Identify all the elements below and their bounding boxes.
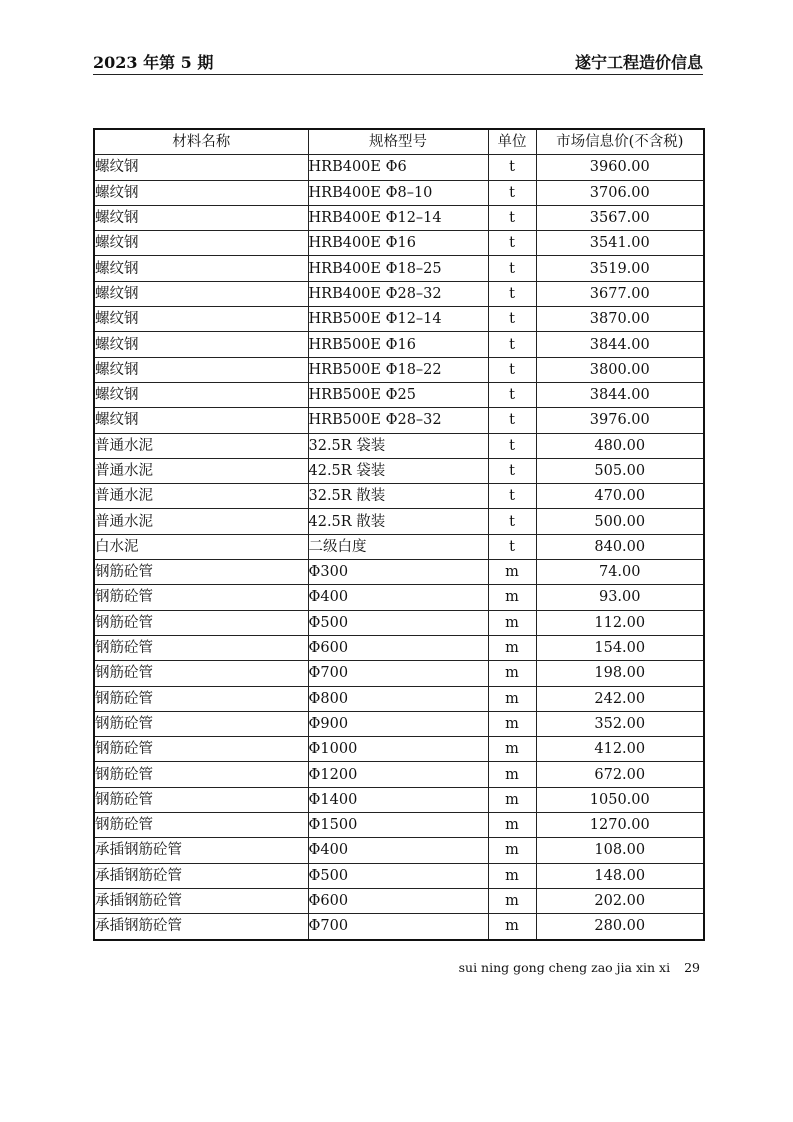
cell-spec: Φ900 (308, 711, 488, 736)
cell-unit: t (488, 484, 536, 509)
table-row (94, 762, 704, 787)
page-header (93, 50, 703, 75)
cell-spec: HRB400E Φ8–10 (308, 180, 488, 205)
cell-spec: 42.5R 袋装 (308, 458, 488, 483)
table-row (94, 458, 704, 483)
table-row (94, 256, 704, 281)
cell-price: 3844.00 (536, 332, 704, 357)
table-body (94, 155, 704, 940)
cell-material: 钢筋砼管 (94, 585, 308, 610)
table-row (94, 484, 704, 509)
cell-unit: t (488, 155, 536, 180)
table-header-row (94, 129, 704, 155)
cell-material: 钢筋砼管 (94, 635, 308, 660)
cell-material: 普通水泥 (94, 433, 308, 458)
table-row (94, 888, 704, 913)
cell-unit: t (488, 382, 536, 407)
cell-price: 352.00 (536, 711, 704, 736)
table-row (94, 231, 704, 256)
cell-unit: m (488, 762, 536, 787)
cell-spec: Φ400 (308, 585, 488, 610)
cell-unit: m (488, 787, 536, 812)
cell-price: 3706.00 (536, 180, 704, 205)
table-row (94, 155, 704, 180)
cell-price: 3519.00 (536, 256, 704, 281)
table-row (94, 509, 704, 534)
cell-unit: t (488, 180, 536, 205)
cell-material: 钢筋砼管 (94, 813, 308, 838)
cell-unit: t (488, 534, 536, 559)
table-row (94, 787, 704, 812)
cell-unit: m (488, 560, 536, 585)
page-footer (459, 960, 700, 975)
cell-material: 钢筋砼管 (94, 661, 308, 686)
issue-label: 2023 年第 5 期 (93, 53, 214, 72)
cell-material: 螺纹钢 (94, 357, 308, 382)
cell-material: 钢筋砼管 (94, 686, 308, 711)
cell-unit: t (488, 307, 536, 332)
cell-material: 螺纹钢 (94, 256, 308, 281)
table-row (94, 635, 704, 660)
cell-material: 承插钢筋砼管 (94, 863, 308, 888)
cell-unit: m (488, 914, 536, 940)
table-row (94, 813, 704, 838)
table-row (94, 711, 704, 736)
cell-price: 672.00 (536, 762, 704, 787)
cell-spec: HRB400E Φ28–32 (308, 281, 488, 306)
cell-spec: Φ1200 (308, 762, 488, 787)
cell-unit: t (488, 357, 536, 382)
cell-unit: m (488, 838, 536, 863)
cell-price: 3976.00 (536, 408, 704, 433)
table-row (94, 560, 704, 585)
col-header-material: 材料名称 (94, 129, 308, 155)
table-row (94, 585, 704, 610)
cell-unit: m (488, 888, 536, 913)
cell-material: 螺纹钢 (94, 382, 308, 407)
table-row (94, 433, 704, 458)
table-row (94, 307, 704, 332)
table-row (94, 357, 704, 382)
cell-price: 1270.00 (536, 813, 704, 838)
cell-price: 480.00 (536, 433, 704, 458)
cell-price: 202.00 (536, 888, 704, 913)
table-row (94, 332, 704, 357)
table-row (94, 281, 704, 306)
page-number: 29 (684, 960, 700, 975)
cell-price: 3677.00 (536, 281, 704, 306)
cell-material: 螺纹钢 (94, 180, 308, 205)
cell-material: 螺纹钢 (94, 332, 308, 357)
table-row (94, 408, 704, 433)
cell-price: 112.00 (536, 610, 704, 635)
cell-spec: HRB400E Φ16 (308, 231, 488, 256)
cell-spec: Φ800 (308, 686, 488, 711)
cell-unit: m (488, 711, 536, 736)
cell-material: 普通水泥 (94, 509, 308, 534)
cell-spec: Φ600 (308, 635, 488, 660)
cell-material: 螺纹钢 (94, 408, 308, 433)
cell-spec: HRB500E Φ18–22 (308, 357, 488, 382)
cell-material: 承插钢筋砼管 (94, 838, 308, 863)
cell-price: 242.00 (536, 686, 704, 711)
cell-price: 3844.00 (536, 382, 704, 407)
footer-running-text: sui ning gong cheng zao jia xin xi (458, 960, 671, 975)
cell-spec: HRB400E Φ12–14 (308, 205, 488, 230)
cell-spec: Φ600 (308, 888, 488, 913)
cell-price: 148.00 (536, 863, 704, 888)
cell-material: 钢筋砼管 (94, 762, 308, 787)
cell-material: 螺纹钢 (94, 307, 308, 332)
cell-material: 螺纹钢 (94, 231, 308, 256)
cell-spec: Φ1400 (308, 787, 488, 812)
cell-spec: Φ500 (308, 863, 488, 888)
cell-unit: m (488, 585, 536, 610)
table-row (94, 610, 704, 635)
cell-material: 承插钢筋砼管 (94, 888, 308, 913)
cell-spec: Φ1500 (308, 813, 488, 838)
cell-price: 500.00 (536, 509, 704, 534)
cell-price: 74.00 (536, 560, 704, 585)
cell-unit: t (488, 256, 536, 281)
table-row (94, 205, 704, 230)
cell-spec: HRB400E Φ18–25 (308, 256, 488, 281)
cell-price: 93.00 (536, 585, 704, 610)
cell-unit: m (488, 863, 536, 888)
cell-unit: t (488, 332, 536, 357)
cell-spec: 32.5R 散装 (308, 484, 488, 509)
cell-material: 螺纹钢 (94, 205, 308, 230)
table-row (94, 686, 704, 711)
cell-price: 1050.00 (536, 787, 704, 812)
cell-price: 412.00 (536, 737, 704, 762)
cell-spec: Φ1000 (308, 737, 488, 762)
cell-material: 普通水泥 (94, 484, 308, 509)
table-row (94, 661, 704, 686)
col-header-price: 市场信息价(不含税) (536, 129, 704, 155)
col-header-spec: 规格型号 (308, 129, 488, 155)
cell-unit: t (488, 509, 536, 534)
cell-unit: m (488, 737, 536, 762)
cell-material: 螺纹钢 (94, 155, 308, 180)
cell-unit: t (488, 281, 536, 306)
cell-price: 3541.00 (536, 231, 704, 256)
cell-material: 普通水泥 (94, 458, 308, 483)
cell-material: 钢筋砼管 (94, 787, 308, 812)
cell-unit: t (488, 433, 536, 458)
cell-spec: HRB500E Φ16 (308, 332, 488, 357)
cell-unit: t (488, 205, 536, 230)
table-row (94, 838, 704, 863)
cell-material: 钢筋砼管 (94, 737, 308, 762)
cell-spec: 32.5R 袋装 (308, 433, 488, 458)
cell-spec: Φ700 (308, 914, 488, 940)
cell-price: 840.00 (536, 534, 704, 559)
cell-unit: t (488, 408, 536, 433)
cell-material: 钢筋砼管 (94, 711, 308, 736)
publication-title: 遂宁工程造价信息 (574, 53, 703, 72)
cell-unit: m (488, 635, 536, 660)
cell-price: 108.00 (536, 838, 704, 863)
cell-spec: HRB400E Φ6 (308, 155, 488, 180)
cell-spec: Φ300 (308, 560, 488, 585)
cell-spec: HRB500E Φ25 (308, 382, 488, 407)
cell-spec: Φ700 (308, 661, 488, 686)
cell-price: 198.00 (536, 661, 704, 686)
cell-spec: 42.5R 散装 (308, 509, 488, 534)
cell-price: 3960.00 (536, 155, 704, 180)
cell-price: 3870.00 (536, 307, 704, 332)
cell-price: 470.00 (536, 484, 704, 509)
col-header-unit: 单位 (488, 129, 536, 155)
price-table (93, 128, 705, 941)
cell-unit: m (488, 661, 536, 686)
cell-spec: Φ500 (308, 610, 488, 635)
cell-price: 3800.00 (536, 357, 704, 382)
table-row (94, 382, 704, 407)
cell-material: 承插钢筋砼管 (94, 914, 308, 940)
cell-price: 3567.00 (536, 205, 704, 230)
cell-spec: HRB500E Φ12–14 (308, 307, 488, 332)
cell-material: 钢筋砼管 (94, 610, 308, 635)
cell-material: 螺纹钢 (94, 281, 308, 306)
cell-spec: 二级白度 (308, 534, 488, 559)
cell-unit: t (488, 458, 536, 483)
cell-unit: m (488, 686, 536, 711)
table-row (94, 863, 704, 888)
cell-price: 505.00 (536, 458, 704, 483)
cell-price: 154.00 (536, 635, 704, 660)
cell-unit: m (488, 813, 536, 838)
cell-material: 白水泥 (94, 534, 308, 559)
cell-unit: m (488, 610, 536, 635)
cell-spec: HRB500E Φ28–32 (308, 408, 488, 433)
cell-price: 280.00 (536, 914, 704, 940)
table-row (94, 180, 704, 205)
table-row (94, 737, 704, 762)
cell-unit: t (488, 231, 536, 256)
table-row (94, 534, 704, 559)
cell-material: 钢筋砼管 (94, 560, 308, 585)
cell-spec: Φ400 (308, 838, 488, 863)
table-row (94, 914, 704, 940)
